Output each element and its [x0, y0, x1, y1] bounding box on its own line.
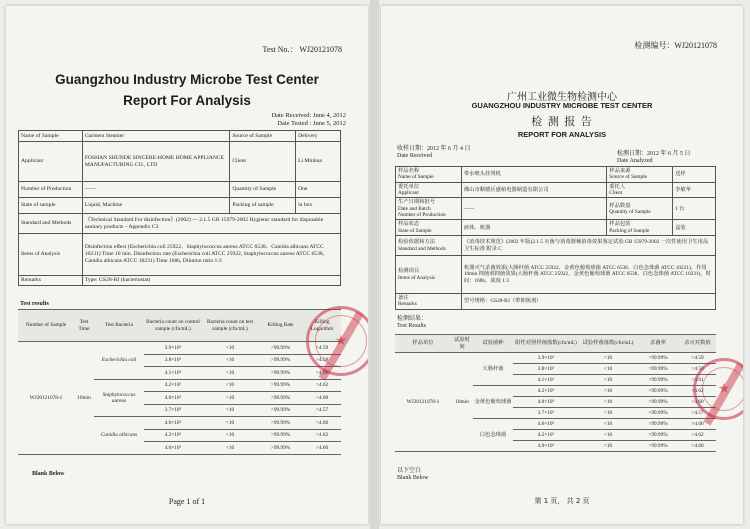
result-cell: <10	[579, 353, 637, 364]
table-row	[395, 353, 716, 364]
source-value: Delivery	[296, 131, 341, 142]
result-cell: >99.99%	[258, 342, 303, 355]
client-label-cn: 委托人	[609, 183, 626, 190]
result-cell: <10	[202, 354, 258, 367]
result-cell: 4.2×10⁵	[513, 430, 579, 441]
production-value: ——	[82, 182, 230, 198]
packing-value: in box	[296, 198, 341, 214]
results-header-cn: 试验菌种	[473, 335, 513, 353]
results-header: Test Bacteria	[94, 310, 144, 342]
report-title: Report For Analysis	[123, 93, 251, 108]
result-cell: >4.62	[679, 386, 716, 397]
sample-info-table	[18, 130, 341, 286]
client-value: Li Minhua	[296, 142, 341, 182]
results-header: Killing Rate	[258, 310, 303, 342]
result-cell: 4.6×10⁵	[513, 419, 579, 430]
results-header: Test Time	[74, 310, 94, 342]
date-block	[271, 112, 346, 128]
result-cell: >4.61	[303, 367, 341, 380]
result-cell: >4.61	[679, 375, 716, 386]
bacteria-cell: 白色念珠菌	[473, 419, 513, 452]
blank-below-block	[397, 468, 429, 481]
items-label: Items of Analysis	[19, 234, 83, 276]
result-cell: >99.99%	[258, 367, 303, 380]
date-analyzed-cn: 检测日期：2012 年 6 月 5 日	[617, 151, 691, 157]
results-header-cn: 阳性对照样菌落数(cfu/mL)	[513, 335, 579, 353]
production-label-cn: 生产日期和批号	[398, 199, 436, 206]
result-cell: >4.58	[679, 364, 716, 375]
date-received-cn: 收样日期：2012 年 6 月 4 日	[397, 146, 471, 152]
result-cell: 4.1×10⁵	[513, 375, 579, 386]
test-number-cn: 检测编号：WJ20121078	[634, 41, 717, 50]
table-row	[18, 342, 341, 355]
result-cell: <10	[579, 408, 637, 419]
bacteria-cell: Staphylococcus aureus	[94, 379, 144, 417]
result-cell: <10	[202, 404, 258, 417]
results-header-cn: 试验样菌落数(cfu/mL)	[579, 335, 637, 353]
quantity-value-cn: 1 台	[673, 198, 716, 220]
client-label: Client	[230, 142, 296, 182]
results-header: Number of Sample	[18, 310, 74, 342]
remarks-label-cn: 备注	[398, 295, 409, 302]
result-cell: 3.7×10⁵	[144, 404, 202, 417]
result-cell: <10	[579, 386, 637, 397]
bacteria-cell: Canidia albicans	[94, 417, 144, 455]
result-cell: >4.58	[303, 354, 341, 367]
test-number: Test No.： WJ20121078	[262, 45, 342, 54]
quantity-label-cn: 样品数量	[609, 202, 631, 209]
result-cell: 4.2×10⁵	[144, 429, 202, 442]
packing-label: Packing of sample	[230, 198, 296, 214]
date-received-en: Date Received	[397, 152, 433, 159]
result-cell: 3.7×10⁵	[513, 408, 579, 419]
result-cell: 4.6×10⁵	[144, 417, 202, 430]
results-header-cn: 试验时间	[451, 335, 473, 353]
standard-label: Standard and Methods	[19, 214, 83, 234]
page-footer: Page 1 of 1	[168, 497, 206, 506]
center-title-cn: 广州工业微生物检测中心	[507, 92, 617, 103]
remarks-label-en: Remarks	[398, 301, 417, 308]
results-table	[18, 309, 341, 455]
packing-value-cn: 盒装	[673, 220, 716, 236]
result-cell: >4.60	[679, 397, 716, 408]
quantity-label: Quantity of Sample	[230, 182, 296, 198]
center-title: Guangzhou Industry Microbe Test Center	[55, 72, 319, 87]
result-cell: <10	[579, 441, 637, 452]
result-cell: >4.62	[303, 379, 341, 392]
result-cell: >99.99%	[637, 353, 679, 364]
results-label: Test results	[20, 301, 49, 307]
name-label-en: Name of Sample	[398, 174, 434, 181]
result-cell: 4.2×10⁵	[513, 386, 579, 397]
name-label-cn: 样品名称	[398, 168, 420, 174]
client-label-en: Client	[609, 190, 623, 197]
date-received: Date Received: June 4, 2012	[271, 112, 346, 119]
official-seal-cn: ★	[693, 358, 743, 420]
result-cell: >99.99%	[258, 417, 303, 430]
result-cell: >99.99%	[258, 354, 303, 367]
result-cell: 4.0×10⁵	[144, 442, 202, 455]
result-cell: <10	[202, 417, 258, 430]
source-label: Source of Sample	[230, 131, 296, 142]
state-value-cn: 液体、机器	[461, 220, 606, 236]
remarks-label: Remarks	[19, 276, 83, 286]
result-cell: <10	[202, 379, 258, 392]
date-received-block	[397, 146, 471, 159]
results-label-en: Test Results	[397, 322, 427, 329]
applicant-label: Applicant	[19, 142, 83, 182]
result-cell: 4.1×10⁵	[144, 367, 202, 380]
results-header: Bacteria count on test sample (cfu/mL)	[202, 310, 258, 342]
result-cell: >99.99%	[258, 379, 303, 392]
report-title-cn: 检 测 报 告	[531, 115, 593, 128]
name-value-cn: 带水喷头挂烫机	[461, 167, 606, 183]
result-cell: <10	[579, 397, 637, 408]
standard-label-cn: 检验依据和方法	[398, 239, 436, 246]
results-label-cn: 检测结果：	[397, 316, 428, 322]
items-label-cn: 检测项目	[398, 268, 420, 275]
blank-below-en: Blank Below	[397, 474, 429, 481]
result-cell: 3.9×10⁵	[144, 342, 202, 355]
result-cell: <10	[202, 392, 258, 405]
applicant-value-cn: 佛山市顺德区盛栢电器制造有限公司	[461, 182, 606, 198]
remarks-value: Type: GS28-BJ (bacteriostat)	[82, 276, 340, 286]
applicant-label-cn: 委托单位	[398, 183, 420, 190]
state-label: State of sample	[19, 198, 83, 214]
results-header-cn: 杀灭对数值	[679, 335, 716, 353]
result-cell: >4.60	[303, 392, 341, 405]
result-cell: 4.0×10⁵	[144, 392, 202, 405]
applicant-label-en: Applicant	[398, 190, 419, 197]
remarks-value-cn: 型号规格：GS28-BJ（带抑菌剂）	[461, 294, 715, 310]
blank-below: Blank Below	[32, 471, 65, 477]
results-table-cn	[395, 334, 716, 452]
page-gutter	[370, 0, 379, 529]
packing-label-cn: 样品包装	[609, 221, 631, 228]
production-value-cn: ——	[461, 198, 606, 220]
result-cell: >4.66	[679, 419, 716, 430]
date-tested: Date Tested : June 5, 2012	[277, 120, 346, 128]
production-label-en1: Date and Batch	[398, 205, 431, 212]
sample-number-cell: WJ20121078-1	[18, 342, 74, 455]
production-label-en2: Number of Production	[398, 212, 446, 219]
result-cell: >4.57	[679, 408, 716, 419]
results-header-cn: 杀菌率	[637, 335, 679, 353]
state-value: Liquid, Machine	[82, 198, 230, 214]
client-value-cn: 李敏华	[673, 182, 716, 198]
result-cell: >99.99%	[637, 375, 679, 386]
items-value-cn: 机器灭气杀菌效果(大肠杆菌 ATCC 25922、金黄色葡萄球菌 ATCC 6538、白色念珠菌 ATCC 10231)，作用 10min 抑菌剂抑菌效果(大肠杆菌 ATCC 25922、金黄色葡萄球菌 ATCC 6538、白色念珠菌 ATCC 10231)，时间：168h，浓度 1:3	[461, 256, 715, 294]
date-analyzed-en: Date Analyzed	[617, 157, 653, 164]
result-cell: 4.0×10⁵	[513, 397, 579, 408]
result-cell: >4.59	[303, 342, 341, 355]
bacteria-cell: 金黄色葡萄球菌	[473, 386, 513, 419]
test-time-cell: 10min	[74, 342, 94, 455]
result-cell: 3.8×10⁵	[513, 364, 579, 375]
result-cell: >4.62	[679, 430, 716, 441]
standard-label-en: Standard and Methods	[398, 245, 446, 252]
result-cell: >99.99%	[637, 397, 679, 408]
result-cell: >4.66	[303, 417, 341, 430]
items-value: Disinfection effect (Escherichia coli 25922、Staphylococcus aureus ATCC 6538、Canidia albicans ATCC 10231) Time 10 min. Disinfection rate (Escherichia coli ATCC 25922, Staphylococcus aureus ATCC 6538, Canidia albicans ATCC 10231) Time 168h, Dilution ratio 1:3	[82, 234, 340, 276]
name-value: Garment Steamer	[82, 131, 230, 142]
name-label: Name of Sample	[19, 131, 83, 142]
result-cell: <10	[579, 375, 637, 386]
result-cell: >4.60	[679, 441, 716, 452]
bacteria-cell: Escherichia coli	[94, 342, 144, 380]
date-analyzed-block	[617, 151, 691, 164]
page-footer-cn: 第 1 页， 共 2 页	[534, 497, 590, 505]
result-cell: >99.99%	[637, 441, 679, 452]
blank-below-cn: 以下空白	[397, 468, 422, 474]
source-value-cn: 送样	[673, 167, 716, 183]
official-seal: ★	[306, 306, 368, 376]
result-cell: >4.60	[303, 442, 341, 455]
production-label: Number of Production	[19, 182, 83, 198]
applicant-value: FOSHAN SHUNDE SINCERE-HOME HOME APPLIANCE MANUFACTURING CO., LTD	[82, 142, 230, 182]
result-cell: >4.62	[303, 429, 341, 442]
results-label-block	[397, 316, 427, 329]
sample-info-table-cn	[395, 166, 716, 310]
results-header: Bacteria count on control sample (cfu/mL)	[144, 310, 202, 342]
bacteria-cell: 大肠杆菌	[473, 353, 513, 386]
report-title-en: REPORT FOR ANALYSIS	[517, 130, 607, 139]
result-cell: 3.9×10⁵	[513, 353, 579, 364]
result-cell: >99.99%	[637, 386, 679, 397]
result-cell: >4.59	[679, 353, 716, 364]
result-cell: <10	[579, 419, 637, 430]
quantity-value: One	[296, 182, 341, 198]
result-cell: >4.57	[303, 404, 341, 417]
result-cell: <10	[202, 429, 258, 442]
result-cell: >99.99%	[637, 430, 679, 441]
result-cell: >99.99%	[637, 419, 679, 430]
results-header: Killing Logarithm	[303, 310, 341, 342]
results-header-cn: 样品单位	[395, 335, 451, 353]
result-cell: <10	[202, 442, 258, 455]
state-label-en: State of Sample	[398, 227, 432, 234]
result-cell: >99.99%	[637, 408, 679, 419]
result-cell: <10	[202, 367, 258, 380]
packing-label-en: Packing of Sample	[609, 227, 650, 234]
test-time-cell: 10min	[451, 353, 473, 452]
result-cell: >99.99%	[258, 404, 303, 417]
result-cell: <10	[579, 364, 637, 375]
state-label-cn: 样品状态	[398, 221, 420, 228]
quantity-label-en: Quantity of Sample	[609, 208, 651, 215]
result-cell: <10	[579, 430, 637, 441]
result-cell: 4.0×10⁵	[513, 441, 579, 452]
standard-value: 《Technical Standard For disinfection》(2002) — 2.1.5 GB 15979-2002 Hygienic standard for disposable sanitary products – Appendix C3	[82, 214, 340, 234]
result-cell: >99.99%	[258, 392, 303, 405]
source-label-en: Source of Sample	[609, 174, 647, 181]
source-label-cn: 样品来源	[609, 168, 631, 174]
items-label-en: Items of Analysis	[398, 274, 436, 281]
result-cell: >99.99%	[637, 364, 679, 375]
result-cell: 3.8×10⁵	[144, 354, 202, 367]
result-cell: >99.99%	[258, 429, 303, 442]
result-cell: 4.2×10⁵	[144, 379, 202, 392]
center-title-en: GUANGZHOU INDUSTRY MICROBE TEST CENTER	[471, 101, 653, 110]
chinese-report-page	[381, 6, 743, 524]
result-cell: >99.99%	[258, 442, 303, 455]
english-report-page	[6, 6, 368, 524]
result-cell: <10	[202, 342, 258, 355]
standard-value-cn: 《消毒技术规范》(2002 年版)2.1.5 灭菌与消毒器械消毒效果鉴定试验 GB 15979-2002 一次性使用卫生用品卫生标准 附录 C	[461, 236, 715, 256]
sample-number-cell: WJ20121078-1	[395, 353, 451, 452]
